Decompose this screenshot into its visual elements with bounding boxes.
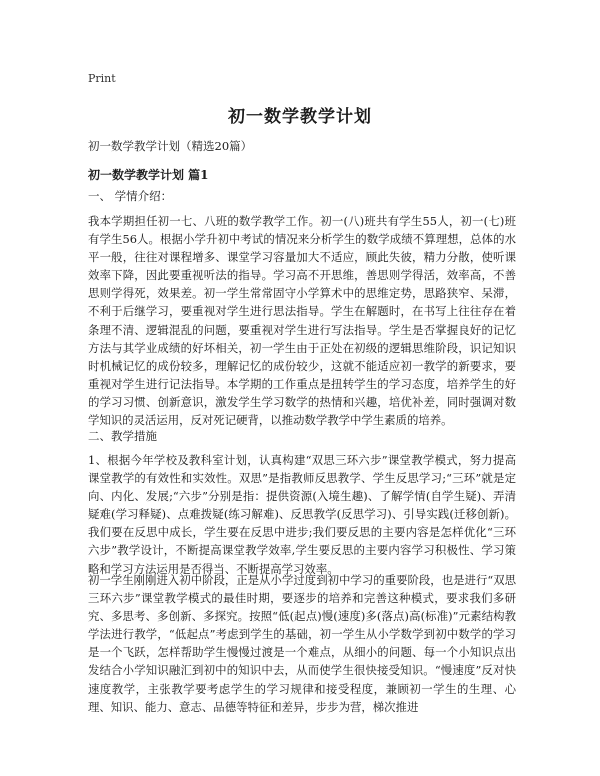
section-heading: 初一数学教学计划 篇1	[88, 168, 209, 182]
print-label: Print	[88, 72, 116, 85]
paragraph-teaching-measures-1: 1、根据今年学校及教科室计划，认真构建“双思三环六步”课堂教学模式，努力提高课堂教学的有效性和实效性。双思”是指教师反思教学、学生反思学习;“三环”就是定向、内化、发展;“六步”分别是指：提供资源(入境生趣)、了解学情(自学生疑)、弄清疑难(学习释疑)、点难拨疑(练习解难)、反思教学(反思学习)、引导实践(迁移创新)。我们要在反思中成长，学生要在反思中进步;我们要反思的主要内容是怎样优化“三环六步”教学设计，不断提高课堂教学效率,学生要反思的主要内容学习积极性、学习策略和学习方法运用是否得当、不断提高学习效率。	[88, 453, 516, 576]
document-subtitle: 初一数学教学计划（精选20篇）	[88, 139, 253, 153]
paragraph-student-situation: 我本学期担任初一七、八班的数学教学工作。初一(八)班共有学生55人，初一(七)班有学生56人。根据小学升初中考试的情况来分析学生的数学成绩不算理想，总体的水平一般，往往对课程增多、课堂学习容量加大不适应，顾此失彼，精力分散，使听课效率下降，因此要重视听法的指导。学习高不开思维，善思则学得活，效率高，不善思则学得死，效果差。初一学生常常固守小学算术中的思维定势，思路狭窄、呆滞，不利于后继学习，要重视对学生进行思法指导。学生在解题时，在书写上往往存在着条理不清、逻辑混乱的问题，要重视对学生进行写法指导。学生是否掌握良好的记忆方法与其学业成绩的好坏相关，初一学生由于正处在初级的逻辑思维阶段，识记知识时机械记忆的成份较多，理解记忆的成份较少，这就不能适应初一教学的新要求，要重视对学生进行记法指导。本学期的工作重点是扭转学生的学习态度，培养学生的好的学习习惯、创新意识，激发学生学习数学的热情和兴趣，培优补差，同时强调对数学知识的灵活运用，反对死记硬背，以推动数学教学中学生素质的培养。	[88, 214, 516, 428]
page-title: 初一数学教学计划	[228, 107, 372, 127]
paragraph-teaching-measures-2: 初一学生刚刚进入初中阶段，正是从小学过度到初中学习的重要阶段，也是进行“双思三环六步”课堂教学模式的最佳时期，要逐步的培养和完善这种模式，要求我们多研究、多思考、多创新、多探究。按照“低(起点)慢(速度)多(落点)高(标准)”元素结构教学法进行教学，“低起点”考虑到学生的基础，初一学生从小学数学到初中数学的学习是一个飞跃，怎样帮助学生慢慢过渡是一个难点，从细小的问题、每一个小知识点出发结合小学知识融汇到初中的知识中去，从而使学生很快接受知识。“慢速度”反对快速度教学，主张教学要考虑学生的学习规律和接受程度，兼顾初一学生的生理、心理、知识、能力、意志、品德等特征和差异，步步为营，梯次推进	[88, 573, 516, 714]
sub-heading-student-situation: 一、 学情介绍：	[88, 189, 173, 203]
sub-heading-teaching-measures: 二、教学措施	[88, 429, 157, 443]
